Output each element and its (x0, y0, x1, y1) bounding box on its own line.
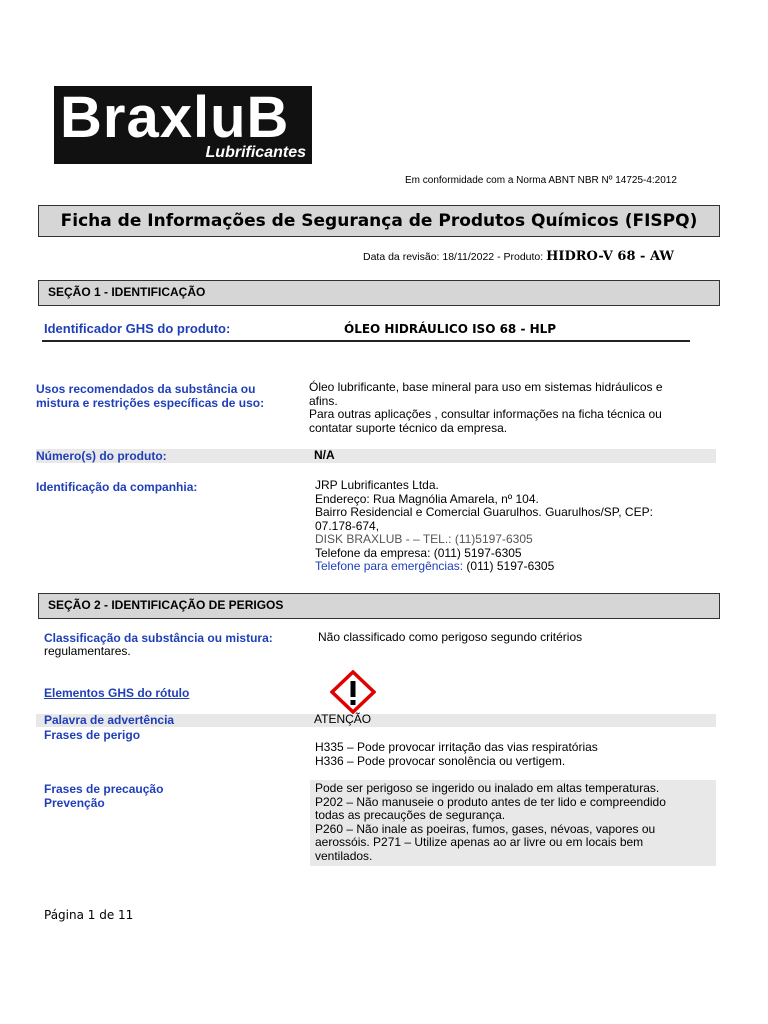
uses-label: Usos recomendados da substância ou mistura e restrições específicas de uso: (36, 382, 265, 410)
precaution-phrases-label: Frases de precaução (44, 782, 164, 796)
section1-header (38, 280, 720, 306)
section2-title: SEÇÃO 2 - IDENTIFICAÇÃO DE PERIGOS (48, 598, 284, 612)
classification-label-cont: regulamentares. (44, 644, 131, 658)
company-line: JRP Lubrificantes Ltda. (315, 478, 439, 492)
classification-label: Classificação da substância ou mistura: (44, 631, 273, 645)
section1-title: SEÇÃO 1 - IDENTIFICAÇÃO (48, 285, 206, 299)
signal-word-label: Palavra de advertência (44, 713, 175, 727)
ghs-identifier-label: Identificador GHS do produto: (44, 321, 231, 336)
uses-line: Para outras aplicações , consultar informações na ficha técnica ou (309, 407, 662, 421)
hazard-phrase: H336 – Pode provocar sonolência ou vertigem. (315, 753, 566, 768)
document-title-box (38, 205, 720, 237)
company-line: 07.178-674, (315, 518, 380, 533)
company-label: Identificação da companhia: (36, 480, 198, 494)
precaution-phrase: P260 – Não inale as poeiras, fumos, gases, névoas, vapores ou (315, 821, 656, 836)
precaution-phrase: todas as precauções de segurança. (315, 808, 506, 822)
logo-brand-text: BraxluB (60, 85, 290, 150)
precaution-phrase: ventilados. (315, 848, 373, 863)
document-title: Ficha de Informações de Segurança de Produtos Químicos (FISPQ) (60, 211, 698, 231)
revision-date: Data da revisão: 18/11/2022 - (363, 251, 501, 263)
prevention-label: Prevenção (44, 796, 105, 810)
precaution-phrase: Pode ser perigoso se ingerido ou inalado em altas temperaturas. (315, 781, 660, 795)
uses-line: Óleo lubrificante, base mineral para uso em sistemas hidráulicos e (309, 380, 663, 394)
emergency-value: (011) 5197-6305 (463, 559, 555, 573)
revision-line (363, 250, 674, 264)
product-number-label: Número(s) do produto: (36, 449, 167, 463)
uses-line: contatar suporte técnico da empresa. (309, 420, 508, 435)
ghs-label-elements-link[interactable]: Elementos GHS do rótulo (44, 686, 190, 700)
compliance-note: Em conformidade com a Norma ABNT NBR Nº 14725-4:2012 (405, 175, 677, 186)
product-number-value: N/A (314, 448, 335, 462)
uses-value (309, 381, 709, 435)
precaution-phrase: aerossóis. P271 – Utilize apenas ao ar livre ou em locais bem (315, 835, 644, 849)
uses-line: afins. (309, 393, 338, 408)
divider (42, 340, 690, 342)
section2-header (38, 593, 720, 619)
company-line: Endereço: Rua Magnólia Amarela, nº 104. (315, 491, 539, 506)
product-label: Produto: (503, 251, 544, 263)
emergency-label: Telefone para emergências: (315, 559, 464, 573)
company-value (315, 479, 705, 574)
hazard-phrase: H335 – Pode provocar irritação das vias respiratórias (315, 740, 598, 754)
ghs-identifier-value: ÓLEO HIDRÁULICO ISO 68 - HLP (344, 322, 557, 336)
precaution-phrase: P202 – Não manuseie o produto antes de ter lido e compreendido (315, 794, 666, 809)
product-name: HIDRO-V 68 - AW (546, 249, 674, 264)
hazard-phrases (315, 741, 598, 768)
logo-sub-text: Lubrificantes (205, 144, 306, 161)
classification-value: Não classificado como perigoso segundo critérios (318, 630, 583, 644)
signal-word-value: ATENÇÃO (314, 712, 372, 726)
emergency-line (315, 560, 705, 574)
page-number: Página 1 de 11 (44, 908, 134, 922)
brand-logo (54, 86, 312, 164)
disk-braxlub-line: DISK BRAXLUB - – TEL.: (11)5197-6305 (315, 532, 533, 546)
precaution-phrases (315, 782, 710, 863)
company-line: Bairro Residencial e Comercial Guarulhos. Guarulhos/SP, CEP: (315, 505, 653, 519)
hazard-phrases-label: Frases de perigo (44, 728, 141, 742)
company-phone-line: Telefone da empresa: (011) 5197-6305 (315, 545, 522, 560)
exclamation-hazard-icon (330, 670, 376, 714)
